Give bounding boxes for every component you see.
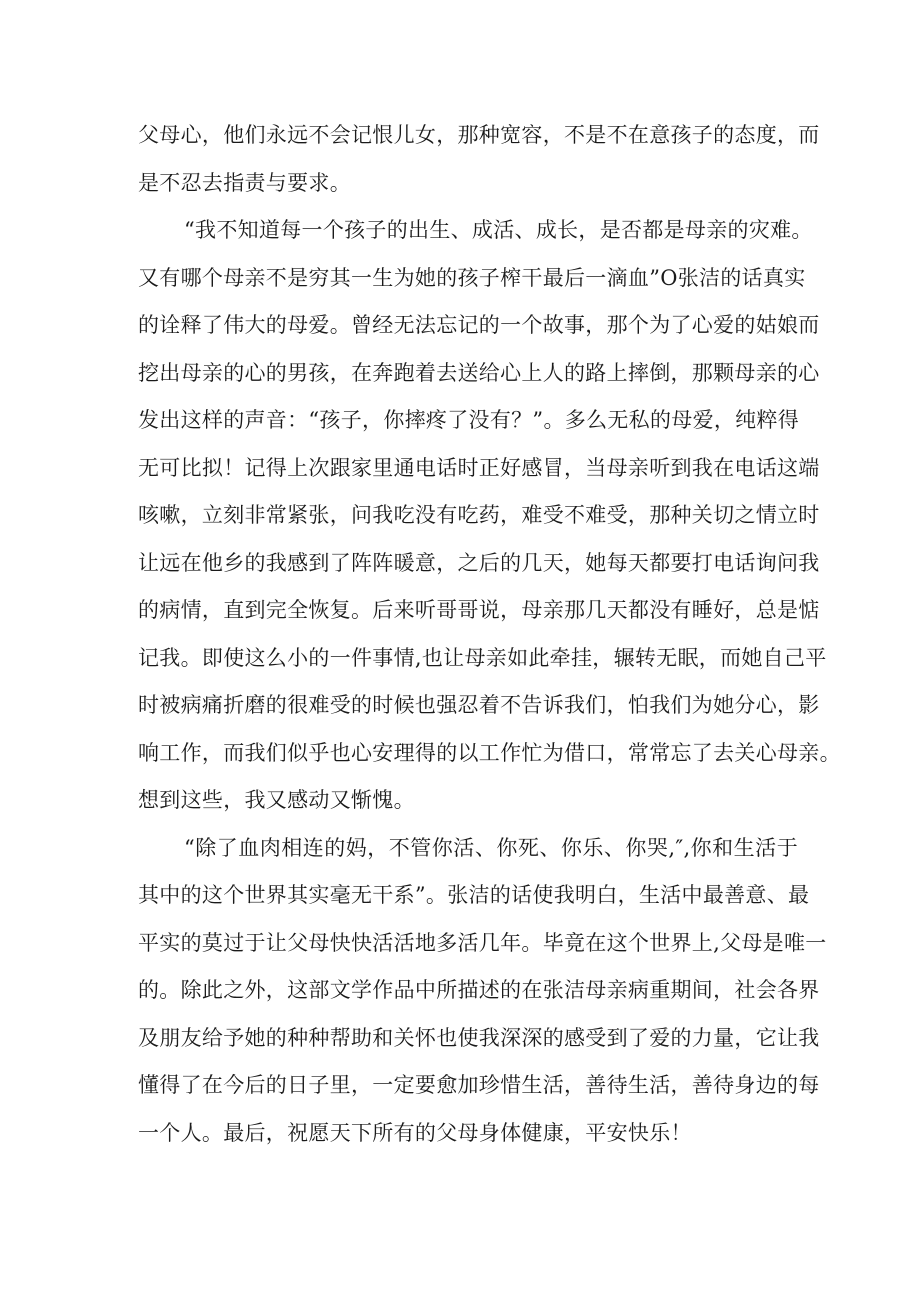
text-line: 的诠释了伟大的母爱。曾经无法忘记的一个故事，那个为了心爱的姑娘而 — [138, 313, 820, 337]
text-line: 其中的这个世界其实毫无干系”。张洁的话使我明白，生活中最善意、最 — [138, 883, 810, 907]
text-line: 及朋友给予她的种种帮助和关怀也使我深深的感受到了爱的力量，它让我 — [138, 1025, 820, 1050]
text-line: 的病情，直到完全恢复。后来听哥哥说，母亲那几天都没有睡好，总是惦 — [138, 598, 820, 622]
text-line: 又有哪个母亲不是穷其一生为她的孩子榨干最后一滴血”O张洁的话真实 — [138, 265, 806, 290]
text-line: 想到这些，我又感动又惭愧。 — [138, 788, 415, 812]
text-line: “除了血肉相连的妈，不管你活、你死、你乐、你哭,″,你和生活于 — [184, 835, 798, 860]
text-line: 一个人。最后，祝愿天下所有的父母身体健康，平安快乐！ — [138, 1120, 692, 1145]
text-line: 发出这样的声音：“孩子，你摔疼了没有？”。多么无私的母爱，纯粹得 — [138, 408, 800, 432]
text-line: 响工作，而我们似乎也心安理得的以工作忙为借口，常常忘了去关心母亲。 — [138, 740, 841, 765]
text-line: 懂得了在今后的日子里，一定要愈加珍惜生活，善待生活，善待身边的每 — [138, 1073, 820, 1097]
essay-text — [138, 112, 841, 1157]
text-line: 父母心，他们永远不会记恨儿女，那种宽容，不是不在意孩子的态度，而 — [138, 123, 820, 147]
text-line: 时被病痛折磨的很难受的时候也强忍着不告诉我们，怕我们为她分心，影 — [138, 693, 820, 717]
text-line: 是不忍去指责与要求。 — [138, 170, 351, 195]
text-line: 挖出母亲的心的男孩，在奔跑着去送给心上人的路上摔倒，那颗母亲的心 — [138, 360, 820, 385]
text-line: 记我。即使这么小的一件事情,也让母亲如此牵挂，辗转无眠，而她自己平 — [138, 645, 827, 670]
text-line: 平实的莫过于让父母快快活活地多活几年。毕竟在这个世界上,父母是唯一 — [138, 930, 827, 955]
text-line: “我不知道每一个孩子的出生、成活、成长，是否都是母亲的灾难。 — [184, 218, 813, 242]
text-line: 让远在他乡的我感到了阵阵暖意，之后的几天，她每天都要打电话询问我 — [138, 550, 820, 575]
text-line: 咳嗽，立刻非常紧张，问我吃没有吃药，难受不难受，那种关切之情立时 — [138, 503, 820, 527]
text-line: 无可比拟！记得上次跟家里通电话时正好感冒，当母亲听到我在电话这端 — [138, 455, 820, 480]
text-line: 的。除此之外，这部文学作品中所描述的在张洁母亲病重期间，社会各界 — [138, 978, 820, 1002]
